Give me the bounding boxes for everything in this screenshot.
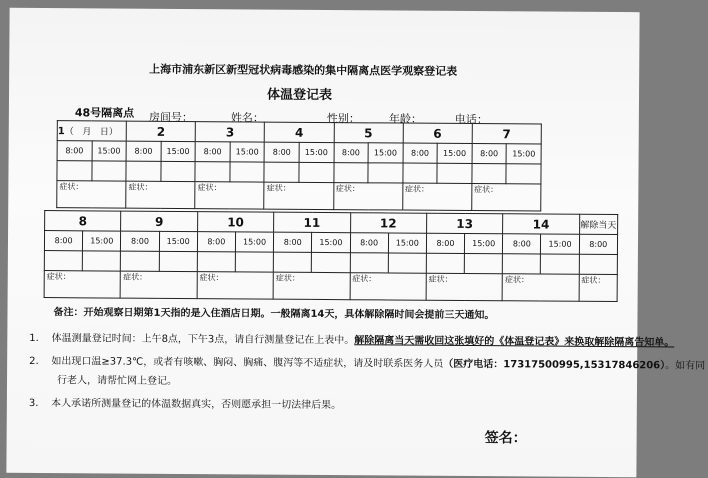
time-pm: 15:00 (368, 143, 403, 163)
temp-cell[interactable] (541, 254, 579, 274)
day-header: 8 (45, 211, 122, 232)
time-pm: 15:00 (312, 232, 350, 252)
release-day-header: 解除当天 (579, 214, 618, 234)
temperature-form (6, 8, 706, 477)
temp-cell[interactable] (312, 252, 350, 272)
time-pm: 15:00 (235, 232, 273, 252)
temp-cell[interactable] (161, 161, 196, 181)
temp-cell[interactable] (388, 253, 426, 273)
time-pm: 15:00 (541, 234, 579, 254)
temp-cell[interactable] (197, 252, 235, 272)
time-pm: 15:00 (299, 142, 334, 162)
temp-cell[interactable] (121, 251, 159, 271)
time-am: 8:00 (350, 233, 388, 253)
time-pm: 15:00 (506, 144, 541, 164)
day-header: 6 (403, 123, 472, 143)
note-1-emphasis: 解除隔离当天需收回这张填好的《体温登记表》来换取解除隔离告知单。 (354, 335, 675, 349)
day-header: 3 (195, 122, 264, 142)
symptom-row (57, 181, 541, 211)
temp-cell[interactable] (503, 254, 541, 274)
note-1-number: 1. (29, 332, 39, 345)
day-header: 2 (126, 121, 195, 141)
note-3 (29, 394, 341, 411)
day-header: 12 (350, 213, 427, 234)
note-2-continued: 行老人，请帮忙网上登记。 (56, 375, 178, 387)
note-2-text: 如出现口温≥37.3℃，或者有咳嗽、胸闷、胸痛、腹泻等不适症状，请及时联系医务人员 (51, 356, 444, 370)
time-am: 8:00 (44, 231, 82, 251)
time-pm: 15:00 (83, 231, 121, 251)
time-am: 8:00 (197, 232, 235, 252)
time-am: 8:00 (579, 234, 618, 254)
temp-cell[interactable] (333, 163, 368, 183)
time-am: 8:00 (426, 233, 464, 253)
day-1-header: 1（ 月 日） (57, 121, 126, 141)
temp-cell[interactable] (506, 164, 541, 184)
time-am: 8:00 (126, 141, 161, 161)
phone-label: 电话： (454, 112, 488, 127)
day-header: 14 (503, 214, 580, 235)
temp-cell[interactable] (273, 252, 311, 272)
symptom-cell[interactable]: 症状： (264, 182, 333, 209)
day-header: 4 (265, 122, 334, 142)
temp-cell[interactable] (82, 251, 120, 271)
day-header: 9 (121, 211, 198, 232)
temp-cell[interactable] (57, 161, 92, 181)
time-pm: 15:00 (464, 233, 502, 253)
temp-cell[interactable] (126, 161, 161, 181)
time-am: 8:00 (264, 142, 299, 162)
temp-cell[interactable] (235, 252, 273, 272)
document-title: 上海市浦东新区新型冠状病毒感染的集中隔离点医学观察登记表 (149, 62, 458, 78)
temp-cell[interactable] (368, 163, 403, 183)
time-pm: 15:00 (437, 143, 472, 163)
room-number-label: 房间号： (148, 110, 193, 125)
note-2: 2. 如出现口温≥37.3℃，或者有咳嗽、胸闷、胸痛、腹泻等不适症状，请及时联系医务人员（医疗电话：17317500995,15317846206）。如有同 (29, 355, 706, 372)
symptom-cell[interactable]: 症状： (502, 274, 579, 302)
symptom-row (44, 271, 617, 302)
time-am: 8:00 (503, 234, 541, 254)
temp-cell[interactable] (464, 253, 502, 273)
remarks: 备注：开始观察日期第1天指的是入住酒店日期。一般隔离14天，具体解除隔时间会提前三天通知。 (53, 307, 495, 322)
symptom-cell[interactable]: 症状： (426, 273, 503, 301)
time-am: 8:00 (57, 141, 92, 161)
quarantine-site: 48号隔离点 (74, 106, 135, 120)
note-3-number: 3. (28, 397, 39, 410)
temp-cell[interactable] (579, 254, 618, 274)
symptom-cell[interactable]: 症状： (402, 183, 471, 210)
symptom-cell[interactable]: 症状： (579, 274, 618, 301)
time-am: 8:00 (472, 144, 507, 164)
symptom-cell[interactable]: 症状： (471, 184, 540, 211)
symptom-cell[interactable]: 症状： (120, 271, 197, 299)
temp-cell[interactable] (426, 253, 464, 273)
symptom-cell[interactable]: 症状： (195, 182, 264, 209)
temp-cell[interactable] (350, 253, 388, 273)
temp-cell[interactable] (91, 161, 126, 181)
time-pm: 15:00 (159, 231, 197, 251)
note-3-text: 本人承诺所测量登记的体温数据真实，否则愿承担一切法律后果。 (51, 398, 342, 412)
time-pm: 15:00 (230, 142, 265, 162)
gender-label: 性别： (326, 112, 360, 126)
temp-cell[interactable] (403, 163, 438, 183)
note-2-phone: （医疗电话：17317500995,15317846206） (443, 358, 666, 372)
signature-label: 签名： (484, 430, 527, 447)
form-title: 体温登记表 (266, 87, 333, 104)
note-1 (29, 329, 674, 349)
note-1-text: 体温测量登记时间：上午8点，下午3点，请自行测量登记在上表中。 (51, 333, 355, 347)
age-label: 年龄： (388, 112, 422, 126)
day-header: 5 (334, 123, 403, 143)
time-am: 8:00 (334, 143, 369, 163)
temp-cell[interactable] (437, 163, 472, 183)
name-label: 姓名： (230, 111, 264, 125)
temp-cell[interactable] (44, 251, 82, 271)
day-header: 13 (426, 213, 503, 234)
temp-cell[interactable] (299, 162, 334, 182)
symptom-cell[interactable]: 症状： (44, 271, 121, 299)
day-header: 7 (472, 124, 541, 144)
time-pm: 15:00 (388, 233, 426, 253)
temp-cell[interactable] (159, 251, 197, 271)
time-pm: 15:00 (92, 141, 127, 161)
symptom-cell[interactable]: 症状： (273, 272, 350, 300)
symptom-cell[interactable]: 症状： (350, 273, 427, 301)
time-am: 8:00 (403, 143, 438, 163)
time-am: 8:00 (121, 231, 159, 251)
temp-cell[interactable] (264, 162, 299, 182)
temperature-table-week1 (56, 120, 542, 211)
symptom-cell[interactable]: 症状： (197, 272, 274, 300)
day-header: 10 (197, 212, 274, 233)
time-am: 8:00 (195, 142, 230, 162)
temp-cell[interactable] (195, 162, 230, 182)
symptom-cell[interactable]: 症状： (333, 183, 402, 210)
temp-cell[interactable] (230, 162, 265, 182)
day-header: 11 (274, 212, 351, 233)
note-2-number: 2. (29, 355, 39, 368)
symptom-cell[interactable]: 症状： (57, 181, 126, 208)
temp-cell[interactable] (472, 164, 507, 184)
time-am: 8:00 (274, 232, 312, 252)
time-pm: 15:00 (161, 141, 196, 161)
temperature-table-week2 (44, 210, 619, 302)
symptom-cell[interactable]: 症状： (126, 181, 195, 208)
